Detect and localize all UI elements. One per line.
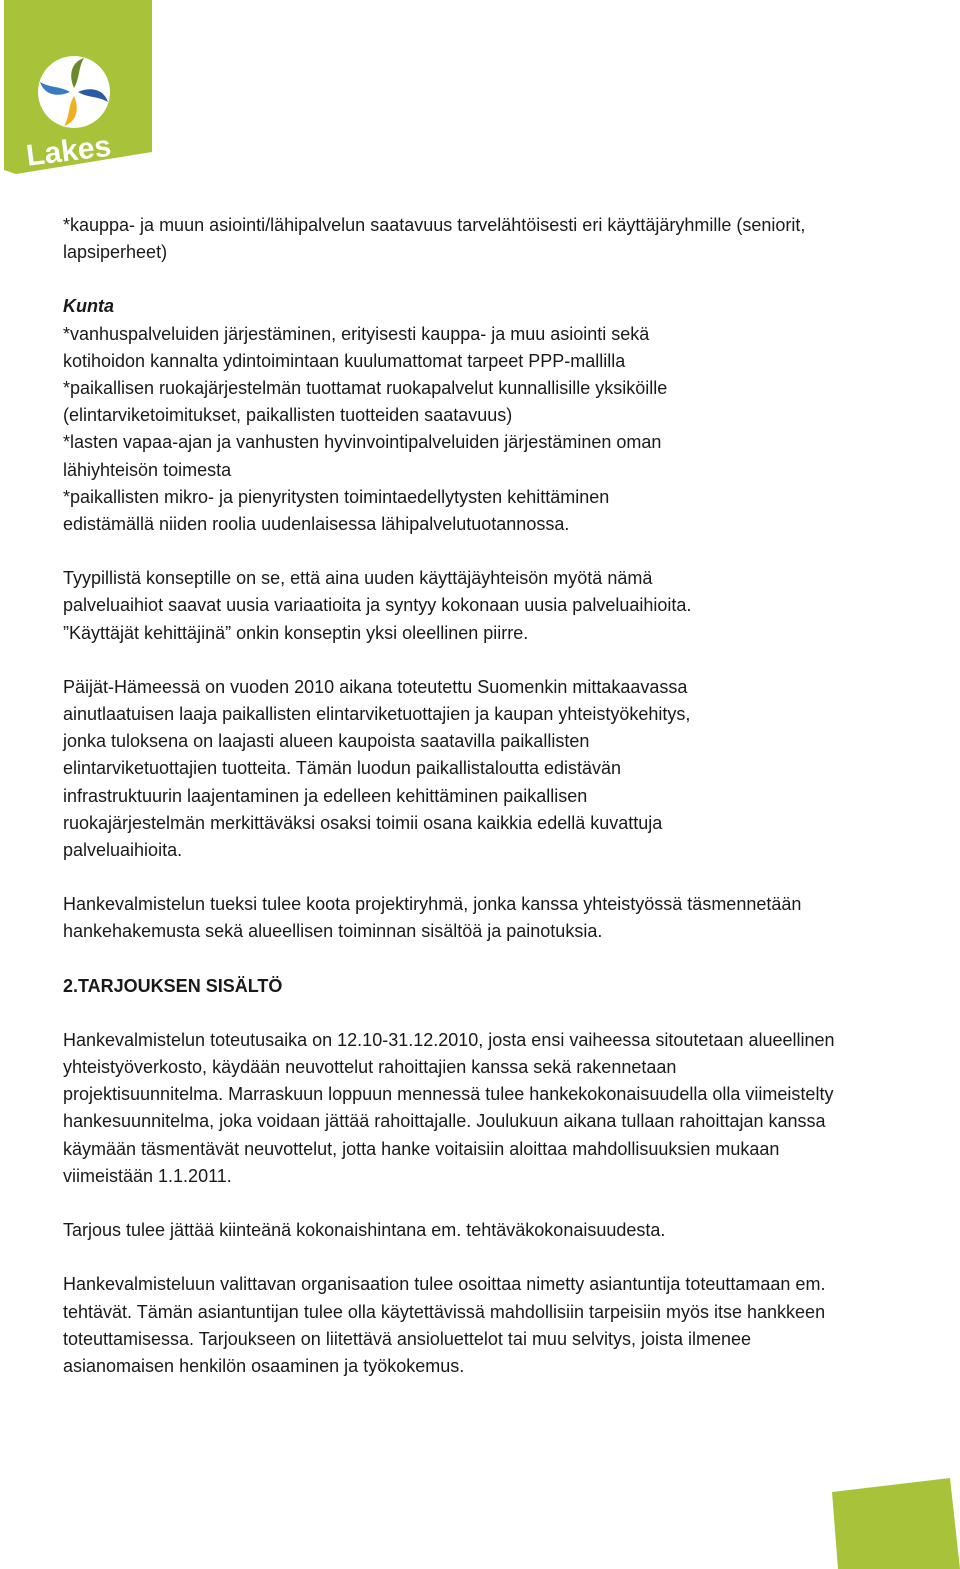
text-line: lapsiperheet) (63, 242, 168, 263)
text-line: lähiyhteisön toimesta (63, 459, 232, 480)
hankevalmistelun-paragraph (63, 891, 943, 945)
text-line: kotihoidon kannalta ydintoimintaan kuulumattomat tarpeet PPP-mallilla (63, 350, 626, 371)
text-line: toteuttamisessa. Tarjoukseen on liitettävä ansioluettelot tai muu selvitys, joista ilmenee (63, 1328, 752, 1349)
tyypillista-paragraph (63, 565, 943, 647)
section-2-heading-block (63, 973, 943, 1000)
text-line: Hankevalmisteluun valittavan organisaation tulee osoittaa nimetty asiantuntija toteuttamaan em. (63, 1274, 826, 1295)
kunta-title: Kunta (63, 296, 114, 317)
text-line: Päijät-Hämeessä on vuoden 2010 aikana toteutettu Suomenkin mittakaavassa (63, 676, 688, 697)
text-line: *kauppa- ja muun asiointi/lähipalvelun saatavuus tarvelähtöisesti eri käyttäjäryhmille (seniorit, (63, 215, 806, 235)
text-line: Hankevalmistelun tueksi tulee koota projektiryhmä, jonka kanssa yhteistyössä täsmennetään (63, 894, 802, 915)
kunta-section (63, 293, 943, 538)
text-line: edistämällä niiden roolia uudenlaisessa lähipalvelutuotannossa. (63, 514, 570, 535)
toteutusaika-paragraph (63, 1027, 943, 1190)
text-line: jonka tuloksena on laajasti alueen kaupoista saatavilla paikallisten (63, 731, 590, 752)
text-line: hankesuunnitelma, joka voidaan jättää rahoittajalle. Joulukuun aikana tullaan rahoittajan kanssa (63, 1111, 826, 1132)
text-line: ruokajärjestelmän merkittäväksi osaksi toimii osana kaikkia edellä kuvattuja (63, 812, 663, 833)
text-line: projektisuunnitelma. Marraskuun loppuun mennessä tulee hankekokonaisuudella olla viimeistelty (63, 1084, 834, 1105)
text-line: infrastruktuurin laajentaminen ja edelleen kehittäminen paikallisen (63, 785, 588, 806)
text-line: yhteistyöverkosto, käydään neuvottelut rahoittajien kanssa sekä rakennetaan (63, 1057, 677, 1078)
text-line: elintarviketuottajien tuotteita. Tämän luodun paikallistaloutta edistävän (63, 758, 622, 779)
text-line: *paikallisten mikro- ja pienyritysten toimintaedellytysten kehittäminen (63, 486, 610, 507)
text-line: ainutlaatuisen laaja paikallisten elintarviketuottajien ja kaupan yhteistyökehitys, (63, 704, 691, 725)
lakes-logo (4, 0, 152, 174)
text-line: (elintarviketoimitukset, paikallisten tuotteiden saatavuus) (63, 405, 513, 426)
text-line: *vanhuspalveluiden järjestäminen, erityisesti kauppa- ja muu asiointi sekä (63, 323, 650, 344)
text-line: *lasten vapaa-ajan ja vanhusten hyvinvointipalveluiden järjestäminen oman (63, 432, 662, 453)
text-line: käymään täsmentävät neuvottelut, jotta hanke voitaisiin aloittaa mahdollisuuksien mukaan (63, 1138, 780, 1159)
text-line: viimeistään 1.1.2011. (63, 1165, 232, 1186)
text-line: hankehakemusta sekä alueellisen toiminnan sisältöä ja painotuksia. (63, 921, 603, 942)
paijat-hame-paragraph (63, 674, 943, 864)
text-line: palveluaihioita. (63, 840, 183, 861)
text-line: Tarjous tulee jättää kiinteänä kokonaishintana em. tehtäväkokonaisuudesta. (63, 1220, 666, 1241)
organisaatio-paragraph (63, 1271, 943, 1380)
corner-decoration (832, 1478, 960, 1569)
text-line: Tyypillistä konseptille on se, että aina uuden käyttäjäyhteisön myötä nämä (63, 568, 653, 589)
logo-wordmark: Lakes (24, 129, 113, 173)
text-line: tehtävät. Tämän asiantuntijan tulee olla käytettävissä mahdollisiin tarpeisiin myös itse hankkeen (63, 1301, 826, 1322)
text-line: palveluaihiot saavat uusia variaatioita ja syntyy kokonaan uusia palveluaihioita. (63, 595, 692, 616)
section-heading: 2.TARJOUKSEN SISÄLTÖ (63, 975, 283, 996)
text-line: ”Käyttäjät kehittäjinä” onkin konseptin yksi oleellinen piirre. (63, 622, 529, 643)
text-line: asianomaisen henkilön osaaminen ja työkokemus. (63, 1355, 465, 1376)
text-line: Hankevalmistelun toteutusaika on 12.10-31.12.2010, josta ensi vaiheessa sitoutetaan alueellinen (63, 1029, 835, 1050)
document-body (63, 212, 943, 1380)
intro-paragraph (63, 212, 943, 266)
tarjous-paragraph (63, 1217, 943, 1244)
text-line: *paikallisen ruokajärjestelmän tuottamat ruokapalvelut kunnallisille yksiköille (63, 378, 668, 399)
